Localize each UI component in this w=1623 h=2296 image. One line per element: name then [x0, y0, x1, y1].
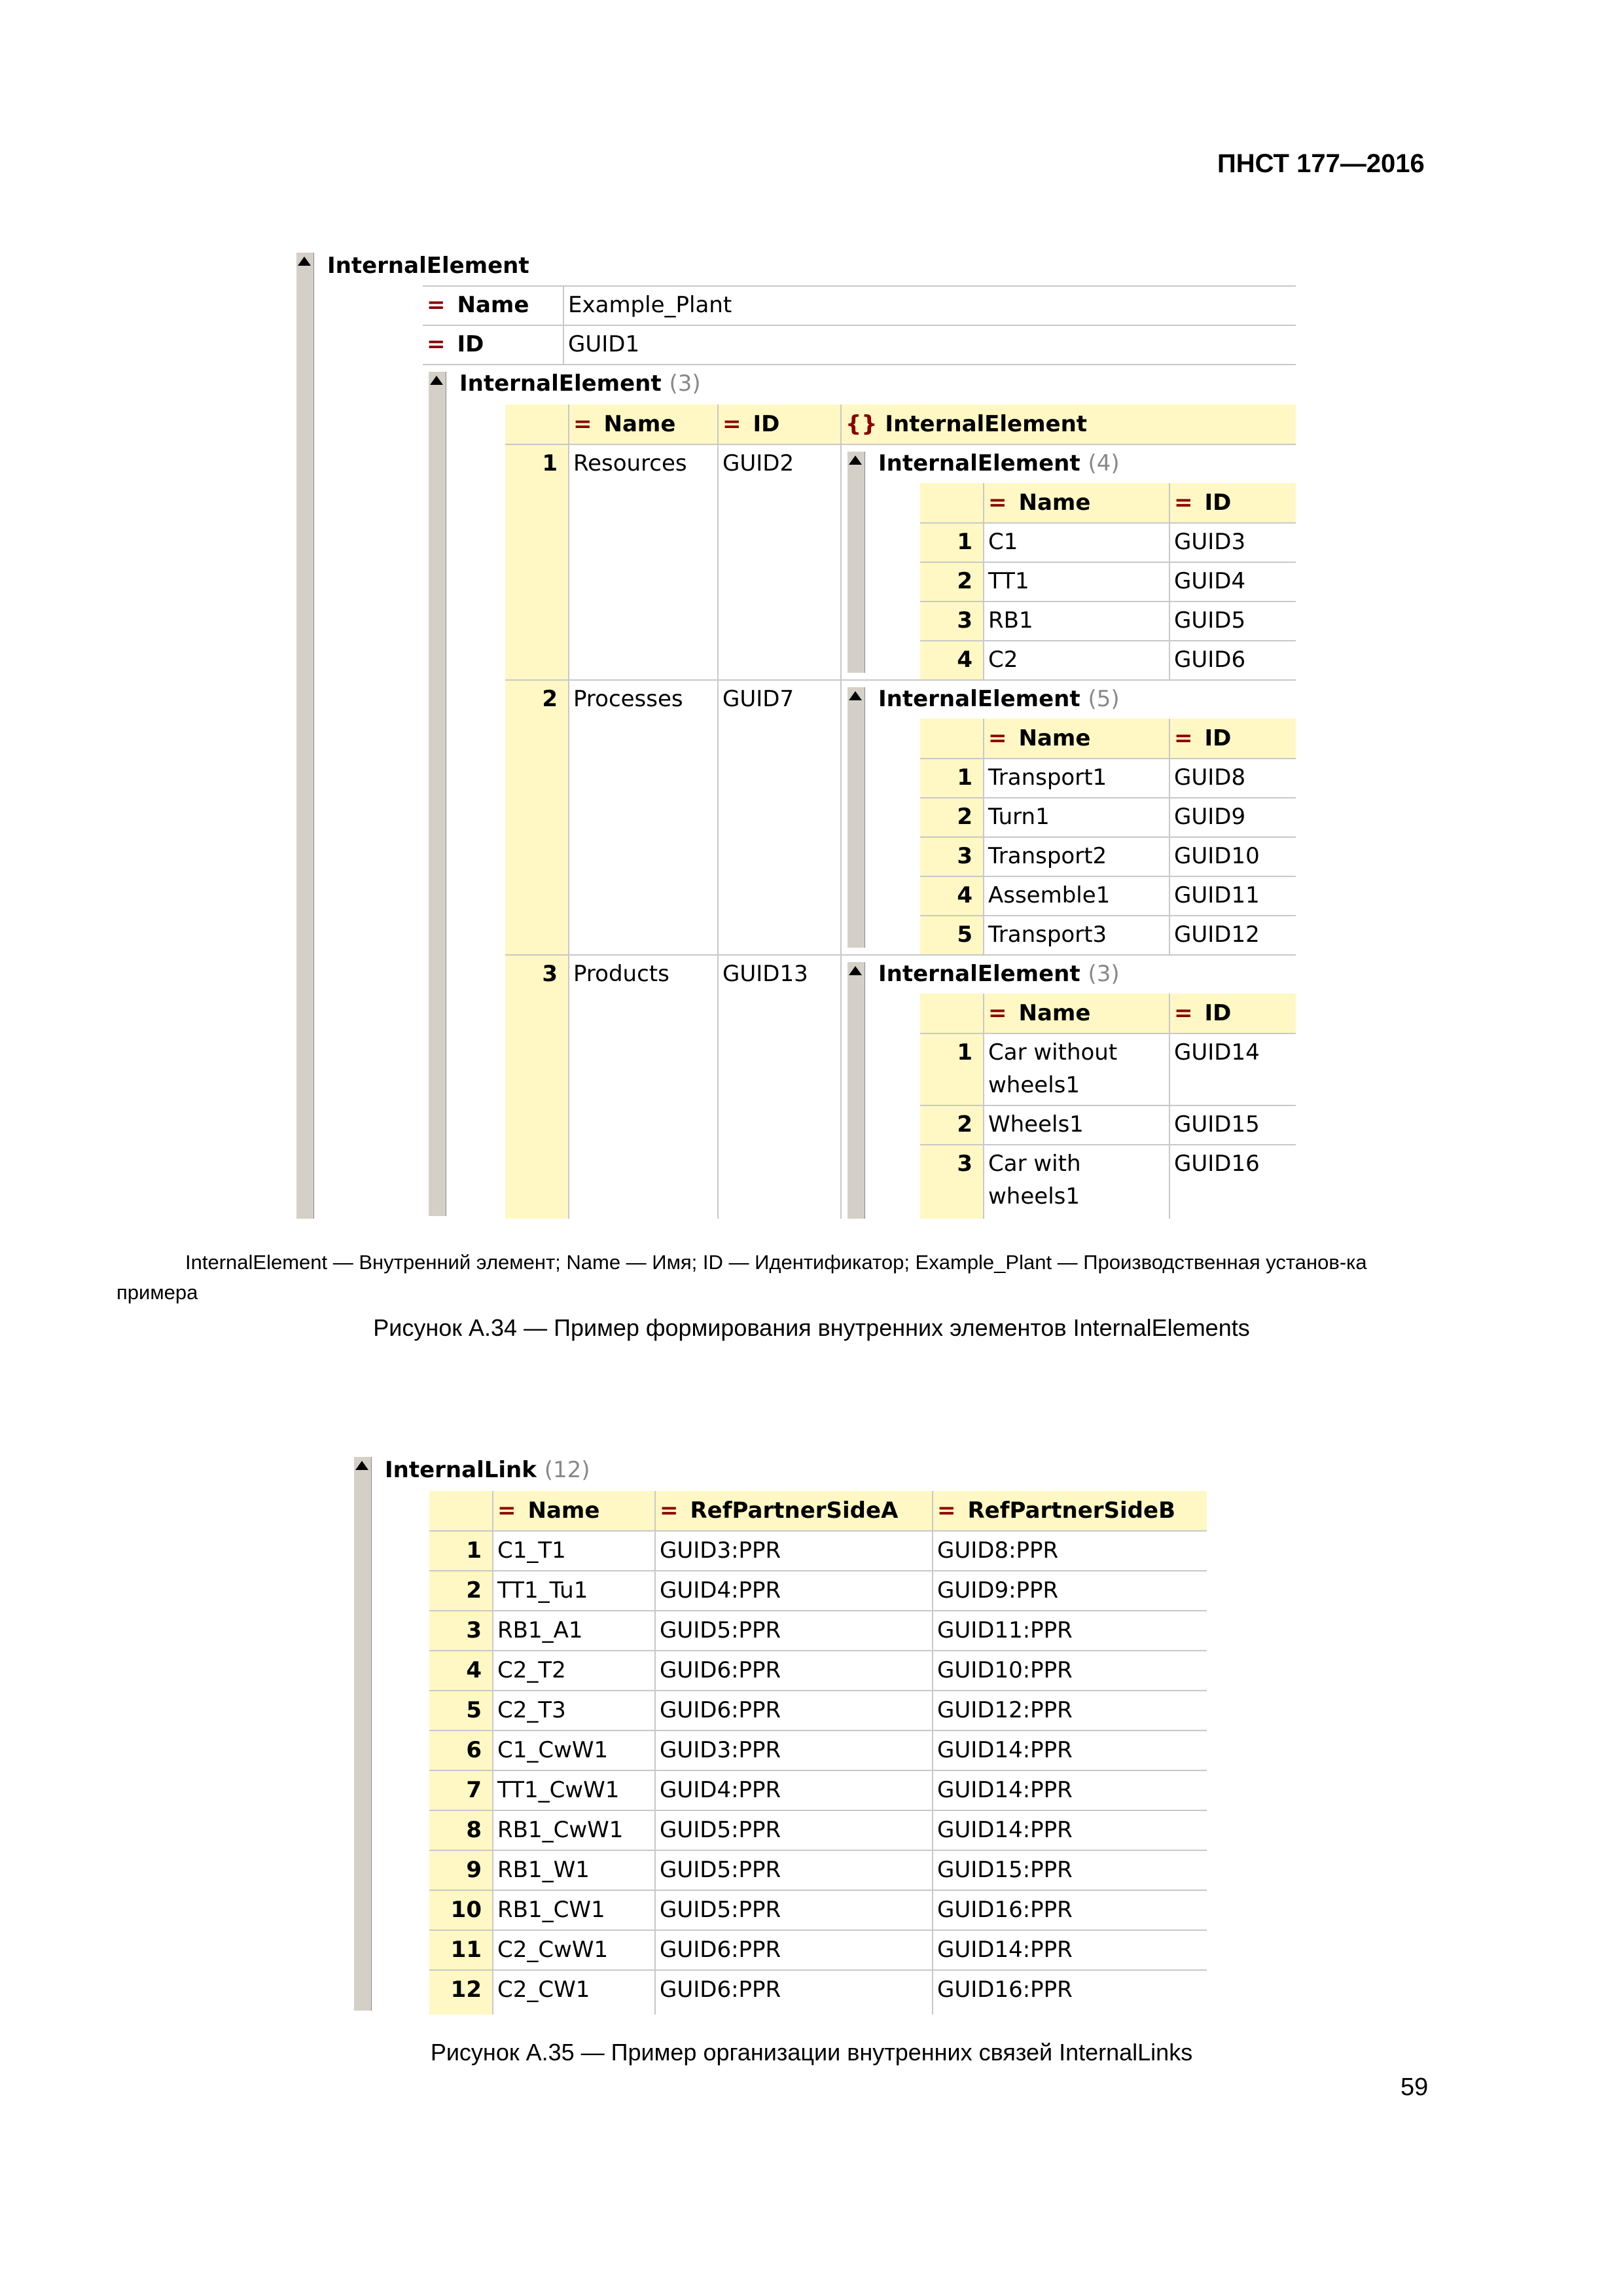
- child-title: InternalElement (3): [459, 370, 701, 397]
- child-scrollbar[interactable]: [428, 372, 446, 1216]
- sub-row-name-line2: wheels1: [988, 1183, 1080, 1210]
- link-side-a: GUID5:PPR: [660, 1817, 781, 1843]
- link-name: RB1_W1: [497, 1857, 590, 1883]
- sub-column-id: = ID: [1174, 725, 1232, 751]
- sub-row-id: GUID5: [1174, 607, 1246, 634]
- link-name: TT1_Tu1: [497, 1577, 588, 1604]
- link-side-b: GUID16:PPR: [937, 1977, 1073, 2003]
- sub-row-number: 4: [957, 647, 972, 673]
- sub-row-name: C2: [988, 647, 1018, 673]
- sub-row-id: GUID16: [1174, 1151, 1260, 1177]
- row-number: 2: [542, 686, 558, 712]
- divider: [429, 1929, 1207, 1931]
- sub-row-number: 3: [957, 843, 972, 869]
- row-number: 2: [466, 1577, 482, 1604]
- sub-row-id: GUID15: [1174, 1111, 1260, 1138]
- name-attribute-label: = Name: [427, 292, 529, 318]
- link-name: RB1_A1: [497, 1617, 583, 1643]
- collapse-arrow-icon[interactable]: [849, 456, 862, 465]
- sub-row-number: 3: [957, 607, 972, 634]
- sub-title: InternalElement (4): [878, 450, 1120, 476]
- figure-internal-links: [344, 1452, 1207, 2015]
- sub-row-id: GUID14: [1174, 1039, 1260, 1066]
- link-name: C1_CwW1: [497, 1737, 609, 1763]
- equals-icon: =: [988, 725, 1007, 751]
- link-name: C2_CwW1: [497, 1937, 609, 1963]
- divider: [429, 1690, 1207, 1691]
- sub-row-name: Turn1: [988, 804, 1050, 830]
- link-name: C2_CW1: [497, 1977, 590, 2003]
- link-side-b: GUID14:PPR: [937, 1777, 1073, 1803]
- id-attribute-value: GUID1: [568, 331, 640, 357]
- link-name: RB1_CwW1: [497, 1817, 624, 1843]
- sub-row-id: GUID4: [1174, 568, 1246, 594]
- divider: [429, 1570, 1207, 1571]
- divider: [717, 404, 719, 1219]
- divider: [429, 1810, 1207, 1811]
- link-name: RB1_CW1: [497, 1897, 605, 1923]
- row-number: 11: [450, 1937, 482, 1963]
- divider: [429, 1890, 1207, 1891]
- sub-column-name: = Name: [988, 725, 1091, 751]
- link-name: C2_T3: [497, 1697, 566, 1723]
- column-ref-partner-side-a: = RefPartnerSideA: [660, 1498, 899, 1524]
- equals-icon: =: [660, 1498, 679, 1524]
- sub-row-number: 2: [957, 804, 972, 830]
- link-name: C1_T1: [497, 1537, 566, 1564]
- link-side-a: GUID6:PPR: [660, 1657, 781, 1683]
- row-name: Resources: [573, 450, 687, 476]
- collapse-arrow-icon[interactable]: [849, 966, 862, 975]
- sub-row-id: GUID10: [1174, 843, 1260, 869]
- collapse-arrow-icon[interactable]: [298, 257, 311, 266]
- equals-icon: =: [1174, 490, 1193, 516]
- divider: [429, 1730, 1207, 1731]
- row-number: 7: [466, 1777, 482, 1803]
- sub-row-name: Assemble1: [988, 882, 1111, 908]
- root-title: InternalElement: [327, 253, 529, 279]
- sub-row-number: 2: [957, 1111, 972, 1138]
- figure-legend: InternalElement — Внутренний элемент; Name — Имя; ID — Идентификатор; Example_Plant — Производственная установ-ка примера: [116, 1251, 1367, 1304]
- link-side-b: GUID12:PPR: [937, 1697, 1073, 1723]
- equals-icon: =: [497, 1498, 516, 1524]
- sub-row-name: Wheels1: [988, 1111, 1084, 1138]
- link-side-a: GUID6:PPR: [660, 1937, 781, 1963]
- divider: [1169, 483, 1170, 679]
- sub-row-name: C1: [988, 529, 1018, 555]
- column-name: = Name: [497, 1498, 600, 1524]
- row-id: GUID2: [722, 450, 794, 476]
- link-side-a: GUID5:PPR: [660, 1617, 781, 1643]
- sub-row-id: GUID6: [1174, 647, 1246, 673]
- equals-icon: =: [722, 411, 741, 437]
- collapse-arrow-icon[interactable]: [430, 376, 443, 385]
- figure-caption: Рисунок А.35 — Пример организации внутренних связей InternalLinks: [430, 2039, 1193, 2066]
- sub-row-number: 3: [957, 1151, 972, 1177]
- equals-icon: =: [573, 411, 592, 437]
- divider: [429, 1610, 1207, 1611]
- equals-icon: =: [988, 490, 1007, 516]
- divider: [568, 404, 569, 1219]
- divider: [423, 285, 1296, 287]
- divider: [983, 483, 984, 679]
- column-ref-partner-side-b: = RefPartnerSideB: [937, 1498, 1175, 1524]
- sub-column-id: = ID: [1174, 1000, 1232, 1026]
- id-attribute-label: = ID: [427, 331, 484, 357]
- document-code: ПНСТ 177—2016: [1217, 149, 1425, 178]
- link-side-a: GUID5:PPR: [660, 1897, 781, 1923]
- divider: [983, 994, 984, 1219]
- sub-table: [920, 483, 1296, 679]
- link-side-b: GUID8:PPR: [937, 1537, 1059, 1564]
- outer-scrollbar[interactable]: [296, 253, 314, 1219]
- sub-title: InternalElement (3): [878, 961, 1120, 987]
- link-side-b: GUID9:PPR: [937, 1577, 1059, 1604]
- link-side-b: GUID15:PPR: [937, 1857, 1073, 1883]
- link-name: C2_T2: [497, 1657, 566, 1683]
- link-side-a: GUID3:PPR: [660, 1737, 781, 1763]
- row-name: Processes: [573, 686, 683, 712]
- row-number: 4: [466, 1657, 482, 1683]
- sub-row-id: GUID8: [1174, 764, 1246, 791]
- links-scrollbar[interactable]: [353, 1457, 372, 2011]
- sub-column-name: = Name: [988, 1000, 1091, 1026]
- divider: [654, 1491, 656, 2015]
- row-number: 3: [466, 1617, 482, 1643]
- links-title: InternalLink (12): [385, 1457, 590, 1483]
- sub-scrollbar[interactable]: [847, 687, 865, 948]
- equals-icon: =: [937, 1498, 956, 1524]
- row-number: 10: [450, 1897, 482, 1923]
- column-name: = Name: [573, 411, 676, 437]
- link-side-b: GUID16:PPR: [937, 1897, 1073, 1923]
- sub-row-name: Transport2: [988, 843, 1107, 869]
- sub-row-number: 2: [957, 568, 972, 594]
- link-side-a: GUID6:PPR: [660, 1977, 781, 2003]
- sub-scrollbar[interactable]: [847, 452, 865, 673]
- row-number: 8: [466, 1817, 482, 1843]
- sub-row-name: Transport3: [988, 922, 1107, 948]
- sub-row-number: 5: [957, 922, 972, 948]
- divider: [932, 1491, 933, 2015]
- row-number: 1: [542, 450, 558, 476]
- link-side-a: GUID4:PPR: [660, 1577, 781, 1604]
- row-number: 9: [466, 1857, 482, 1883]
- divider: [563, 285, 564, 364]
- page-number: 59: [1400, 2073, 1429, 2101]
- link-side-b: GUID11:PPR: [937, 1617, 1073, 1643]
- link-side-b: GUID14:PPR: [937, 1817, 1073, 1843]
- name-attribute-value: Example_Plant: [568, 292, 732, 318]
- sub-row-id: GUID12: [1174, 922, 1260, 948]
- divider: [429, 1530, 1207, 1532]
- column-internal-element: {} InternalElement: [846, 411, 1088, 437]
- sub-row-name: RB1: [988, 607, 1033, 634]
- row-number: 1: [466, 1537, 482, 1564]
- link-side-a: GUID4:PPR: [660, 1777, 781, 1803]
- braces-icon: {}: [846, 411, 878, 437]
- divider: [429, 1969, 1207, 1971]
- sub-column-name: = Name: [988, 490, 1091, 516]
- sub-row-name: Car without: [988, 1039, 1118, 1066]
- column-id: = ID: [722, 411, 780, 437]
- row-number: 6: [466, 1737, 482, 1763]
- equals-icon: =: [988, 1000, 1007, 1026]
- sub-row-name-line2: wheels1: [988, 1072, 1080, 1098]
- sub-column-id: = ID: [1174, 490, 1232, 516]
- divider: [429, 1770, 1207, 1771]
- sub-row-number: 1: [957, 764, 972, 791]
- collapse-arrow-icon[interactable]: [849, 691, 862, 700]
- sub-row-id: GUID9: [1174, 804, 1246, 830]
- row-number-column: [505, 404, 568, 1219]
- sub-scrollbar[interactable]: [847, 962, 865, 1219]
- equals-icon: =: [1174, 725, 1193, 751]
- sub-row-name: Car with: [988, 1151, 1081, 1177]
- divider: [429, 1650, 1207, 1651]
- divider: [492, 1491, 493, 2015]
- sub-row-id: GUID11: [1174, 882, 1260, 908]
- sub-row-id: GUID3: [1174, 529, 1246, 555]
- link-side-a: GUID5:PPR: [660, 1857, 781, 1883]
- link-side-b: GUID14:PPR: [937, 1737, 1073, 1763]
- sub-row-name: Transport1: [988, 764, 1107, 791]
- divider: [429, 1850, 1207, 1851]
- link-side-a: GUID6:PPR: [660, 1697, 781, 1723]
- row-number: 12: [450, 1977, 482, 2003]
- sub-row-name: TT1: [988, 568, 1029, 594]
- sub-row-number: 1: [957, 1039, 972, 1066]
- sub-row-number: 4: [957, 882, 972, 908]
- divider: [1169, 994, 1170, 1219]
- sub-table: [920, 719, 1296, 954]
- equals-icon: =: [427, 292, 446, 318]
- equals-icon: =: [1174, 1000, 1193, 1026]
- sub-table: [920, 994, 1296, 1219]
- collapse-arrow-icon[interactable]: [355, 1461, 368, 1470]
- divider: [840, 404, 842, 1219]
- row-number: 5: [466, 1697, 482, 1723]
- figure-caption: Рисунок А.34 — Пример формирования внутренних элементов InternalElements: [373, 1314, 1250, 1341]
- row-id: GUID13: [722, 961, 808, 987]
- figure-internal-elements: [285, 247, 1296, 1219]
- link-side-b: GUID10:PPR: [937, 1657, 1073, 1683]
- equals-icon: =: [427, 331, 446, 357]
- divider: [423, 325, 1296, 326]
- row-name: Products: [573, 961, 669, 987]
- sub-row-number: 1: [957, 529, 972, 555]
- link-name: TT1_CwW1: [497, 1777, 620, 1803]
- link-side-a: GUID3:PPR: [660, 1537, 781, 1564]
- row-number: 3: [542, 961, 558, 987]
- sub-title: InternalElement (5): [878, 686, 1120, 712]
- link-side-b: GUID14:PPR: [937, 1937, 1073, 1963]
- row-id: GUID7: [722, 686, 794, 712]
